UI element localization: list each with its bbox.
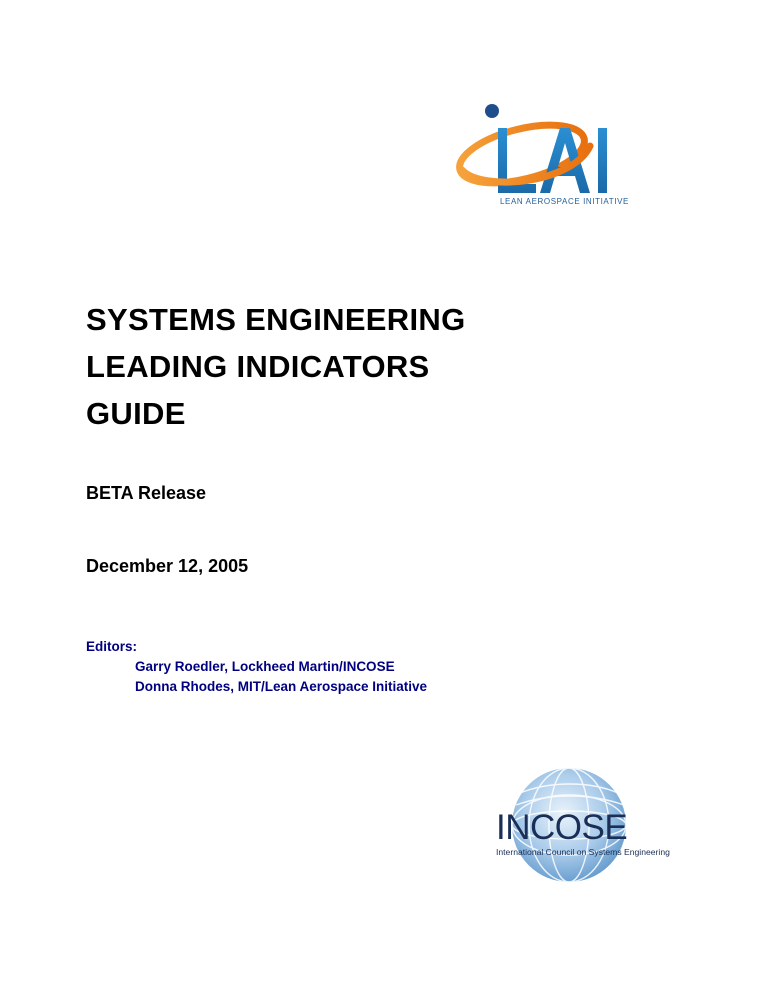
editors-heading: Editors: [86, 639, 138, 654]
lai-dot [485, 104, 499, 118]
incose-logo-graphic [490, 767, 676, 885]
lai-logo [452, 98, 644, 208]
release-label: BETA Release [86, 483, 207, 503]
lai-tagline: LEAN AEROSPACE INITIATIVE [500, 197, 629, 206]
editor-2: Donna Rhodes, MIT/Lean Aerospace Initiative [135, 679, 428, 694]
editor-1: Garry Roedler, Lockheed Martin/INCOSE [135, 659, 395, 674]
incose-logo [490, 767, 676, 885]
lai-letter-i [598, 128, 607, 193]
title-line-3: GUIDE [86, 396, 186, 431]
title-line-1: SYSTEMS ENGINEERING [86, 302, 466, 337]
title-line-2: LEADING INDICATORS [86, 349, 430, 384]
incose-wordmark: INCOSE [496, 808, 628, 847]
incose-tagline: International Council on Systems Engineering [496, 847, 670, 857]
release-date: December 12, 2005 [86, 556, 249, 576]
lai-logo-graphic [452, 98, 644, 208]
editors-block [86, 637, 427, 697]
document-title [86, 296, 686, 437]
